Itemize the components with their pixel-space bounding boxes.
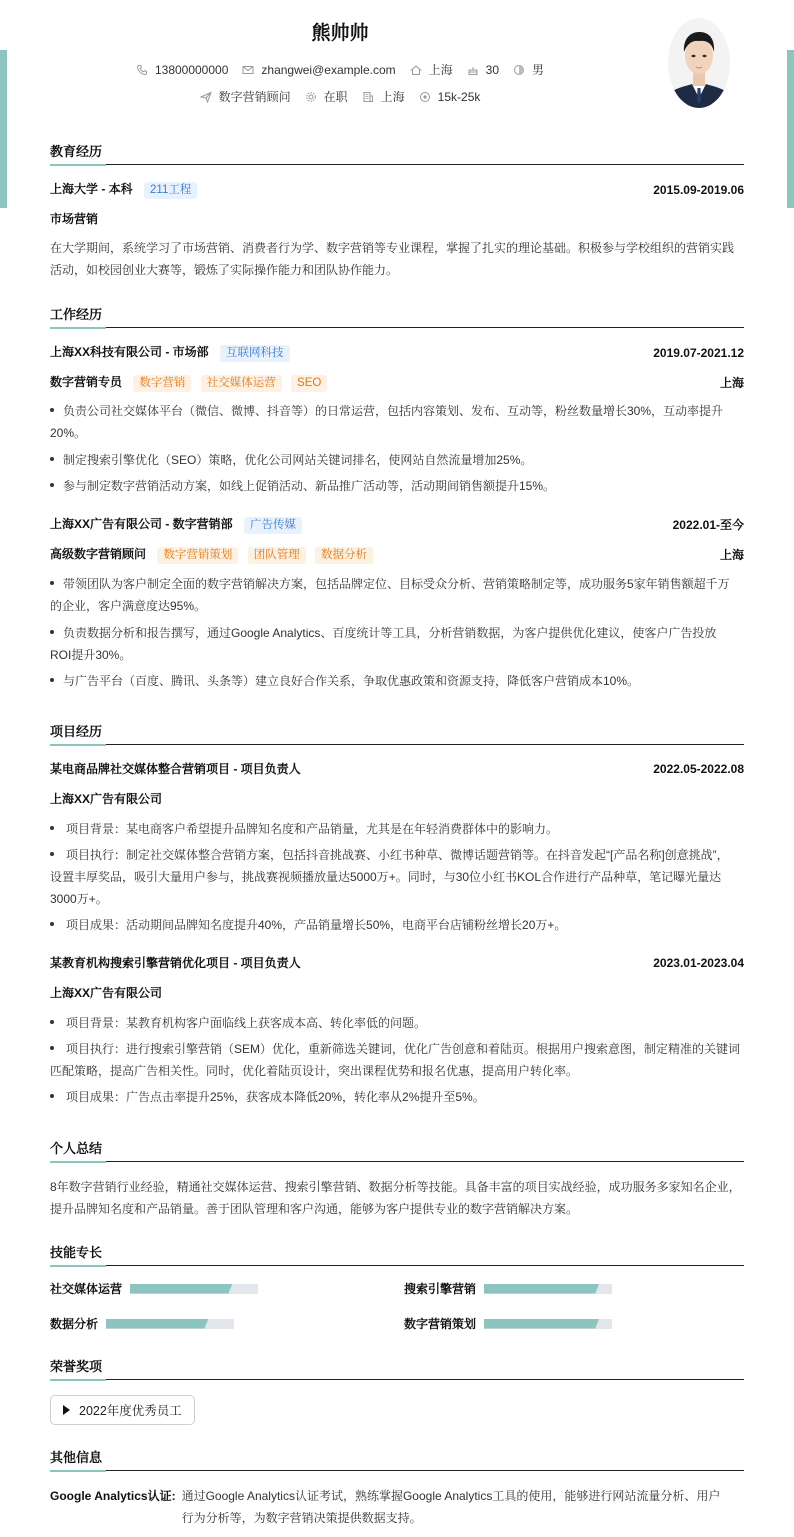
major-name: 市场营销 [50,212,99,226]
resume-header [0,0,794,130]
skill-tag: 数字营销 [133,375,191,392]
skill-item [404,1280,612,1297]
other-body [50,1485,744,1533]
industry-tag: 广告传媒 [244,517,302,534]
section-title-projects: 项目经历 [50,721,744,745]
job-title: 数字营销专员 [50,375,123,389]
project-org-row [50,984,744,1001]
summary-section [50,1138,744,1162]
bullet-text: 与广告平台（百度、腾讯、头条等）建立良好合作关系，争取优惠政策和资源支持，降低客户营销成本10%。 [63,674,640,688]
school-name: 上海大学 - 本科 [50,182,133,196]
skill-bar-fill [130,1284,232,1294]
job-title: 高级数字营销顾问 [50,547,147,561]
award-item[interactable] [50,1395,195,1425]
education-section [50,141,744,165]
target-role-item [200,88,291,105]
cake-icon [467,64,479,76]
skill-bar [106,1319,234,1329]
age-text: 30 [485,62,500,77]
awards-section [50,1356,744,1380]
bullet-text: 项目执行：进行搜索引擎营销（SEM）优化，重新筛选关键词，优化广告创意和着陆页。根据用户搜索意图，制定精准的关键词 [66,1042,741,1056]
bullet-text: 项目背景：某教育机构客户面临线上获客成本高、转化率低的问题。 [66,1016,427,1030]
work-bullet [50,400,744,444]
project-org-row [50,790,744,807]
project-bullet [50,818,744,840]
work-bullet [50,622,744,666]
status-item [305,88,348,105]
school-tag: 211工程 [144,182,197,199]
city-text: 上海 [428,63,453,77]
bullet-text: 项目成果：广告点击率提升25%，获客成本降低20%，转化率从2%提升至5%。 [66,1090,485,1104]
skill-bar-fill [484,1319,599,1329]
work-header-row [50,343,744,362]
target-city-text: 上海 [380,90,405,104]
phone-item [136,63,228,77]
bullet-text: 匹配策略，提高广告相关性。同时，优化着陆页设计，突出课程优势和报名优惠，提高用户转化率。 [50,1064,579,1078]
summary-line: 8年数字营销行业经验，精通社交媒体运营、搜索引擎营销、数据分析等技能。具备丰富的项目实战经验，成功服务多家知名企业， [50,1180,741,1194]
skill-item [404,1315,612,1332]
gender-icon [513,64,525,76]
company-name: 上海XX科技有限公司 - 市场部 [50,345,209,359]
skill-bar-fill [484,1284,599,1294]
skill-tag: 数字营销策划 [157,547,238,564]
skill-tag: 数据分析 [315,547,373,564]
project-bullet [50,1012,744,1034]
email-text: zhangwei@example.com [261,62,396,77]
section-title-other: 其他信息 [50,1447,744,1471]
other-section [50,1447,744,1471]
education-dates: 2015.09-2019.06 [653,182,744,197]
gender-text: 男 [532,63,545,77]
work-header-row [50,515,744,534]
major-row [50,210,744,227]
work-role-row [50,545,744,564]
skill-tag: SEO [291,375,327,392]
work-section [50,304,744,328]
skill-name: 社交媒体运营 [50,1282,123,1296]
other-row [50,1485,744,1529]
section-title-awards: 荣誉奖项 [50,1356,744,1380]
send-icon [200,91,212,103]
home-icon [410,64,422,76]
skill-bar [484,1284,612,1294]
projects-section [50,721,744,745]
skill-item [50,1315,234,1332]
project-dates: 2022.05-2022.08 [653,761,744,776]
education-header-row [50,180,744,199]
section-title-summary: 个人总结 [50,1138,744,1162]
work-location: 上海 [719,376,744,390]
section-title-education: 教育经历 [50,141,744,165]
education-description [50,237,744,281]
target-city-item [362,88,405,105]
expand-triangle-icon [63,1405,70,1415]
job-intent-row [0,88,680,105]
email-item [242,63,395,77]
award-text: 2022年度优秀员工 [79,1404,182,1418]
skills-section [50,1242,744,1266]
industry-tag: 互联网科技 [220,345,290,362]
project-bullet [50,1086,744,1108]
bullet-text: 项目执行：制定社交媒体整合营销方案，包括抖音挑战赛、小红书种草、微博话题营销等。在抖音发起“[产品名称]创意挑战”， [66,848,729,862]
work-bullet [50,449,744,471]
phone-text: 13800000000 [154,62,229,77]
skill-name: 数据分析 [50,1317,99,1331]
work-dates: 2022.01-至今 [672,518,744,532]
summary-line: 提升品牌知名度和产品销量。善于团队管理和客户沟通，能够为客户提供专业的数字营销解决方案。 [50,1202,579,1216]
contact-row [0,61,680,78]
company-name: 上海XX广告有限公司 - 数字营销部 [50,517,233,531]
project-bullet [50,844,744,910]
bullet-text: 负责公司社交媒体平台（微信、微博、抖音等）的日常运营，包括内容策划、发布、互动等，粉丝数量增长30%，互动率提升 [63,404,724,418]
project-dates: 2023.01-2023.04 [653,955,744,970]
skills-grid [50,1280,744,1340]
section-title-skills: 技能专长 [50,1242,744,1266]
bullet-text: 项目背景：某电商客户希望提升品牌知名度和产品销量，尤其是在年轻消费群体中的影响力。 [66,822,559,836]
project-org: 上海XX广告有限公司 [50,986,163,1000]
project-header-row [50,760,744,777]
other-text-line: 通过Google Analytics认证考试，熟练掌握Google Analytics工具的使用，能够进行网站流量分析、用户 [181,1489,721,1503]
bullet-text: 项目成果：活动期间品牌知名度提升40%，产品销量增长50%，电商平台店铺粉丝增长20万+。 [66,918,567,932]
project-name: 某教育机构搜索引擎营销优化项目 - 项目负责人 [50,956,301,970]
work-dates: 2019.07-2021.12 [653,345,744,360]
bullet-text: 制定搜索引擎优化（SEO）策略，优化公司网站关键词排名，使网站自然流量增加25%。 [63,453,533,467]
project-org: 上海XX广告有限公司 [50,792,163,806]
mail-icon [242,64,254,76]
skill-name: 搜索引擎营销 [404,1282,477,1296]
section-title-work: 工作经历 [50,304,744,328]
salary-icon [419,91,431,103]
bullet-text: 参与制定数字营销活动方案，如线上促销活动、新品推广活动等，活动期间销售额提升15%。 [63,479,556,493]
phone-icon [136,64,148,76]
work-bullet [50,670,744,692]
work-location: 上海 [719,548,744,562]
skill-bar [484,1319,612,1329]
other-text [182,1485,721,1529]
bullet-text: 设置丰厚奖品，吸引大量用户参与，挑战赛视频播放量达5000万+。同时，与30位小红书KOL合作进行产品种草，笔记曝光量达 [50,870,722,884]
work-role-row [50,373,744,392]
bullet-text: ROI提升30%。 [50,648,132,662]
skill-bar [130,1284,258,1294]
project-header-row [50,954,744,971]
skill-item [50,1280,258,1297]
age-item [467,63,499,77]
other-label: Google Analytics认证: [50,1489,176,1503]
target-role-text: 数字营销顾问 [218,90,291,104]
summary-text [50,1176,744,1220]
other-text-line: 行为分析等，为数字营销决策提供数据支持。 [181,1511,422,1525]
bullet-text: 带领团队为客户制定全面的数字营销解决方案，包括品牌定位、目标受众分析、营销策略制定等，成功服务5家年销售额超千万 [63,577,730,591]
status-text: 在职 [323,90,348,104]
project-name: 某电商品牌社交媒体整合营销项目 - 项目负责人 [50,762,301,776]
skill-tag: 团队管理 [248,547,306,564]
salary-item [419,90,481,104]
awards-list [50,1395,744,1427]
bullet-text: 的企业，客户满意度达95%。 [50,599,207,613]
project-bullet [50,1038,744,1082]
work-bullet [50,475,744,497]
education-description-line: 在大学期间，系统学习了市场营销、消费者行为学、数字营销等专业课程，掌握了扎实的理论基础。积极参与学校组织的营销实践 [50,241,735,255]
work-bullet [50,573,744,617]
bullet-text: 3000万+。 [50,892,108,906]
skill-tag: 社交媒体运营 [201,375,282,392]
gender-item [513,61,544,78]
avatar [668,18,730,108]
education-description-line: 活动，如校园创业大赛等，锻炼了实际操作能力和团队协作能力。 [50,263,399,277]
skill-bar-fill [106,1319,208,1329]
salary-text: 15k-25k [437,89,481,104]
gear-icon [305,91,317,103]
skill-name: 数字营销策划 [404,1317,477,1331]
city-item [410,61,453,78]
bullet-text: 20%。 [50,426,87,440]
candidate-name: 熊帅帅 [311,23,369,44]
project-bullet [50,914,744,936]
bullet-text: 负责数据分析和报告撰写，通过Google Analytics、百度统计等工具，分析营销数据，为客户提供优化建议，使客户广告投放 [63,626,717,640]
building-icon [362,91,374,103]
